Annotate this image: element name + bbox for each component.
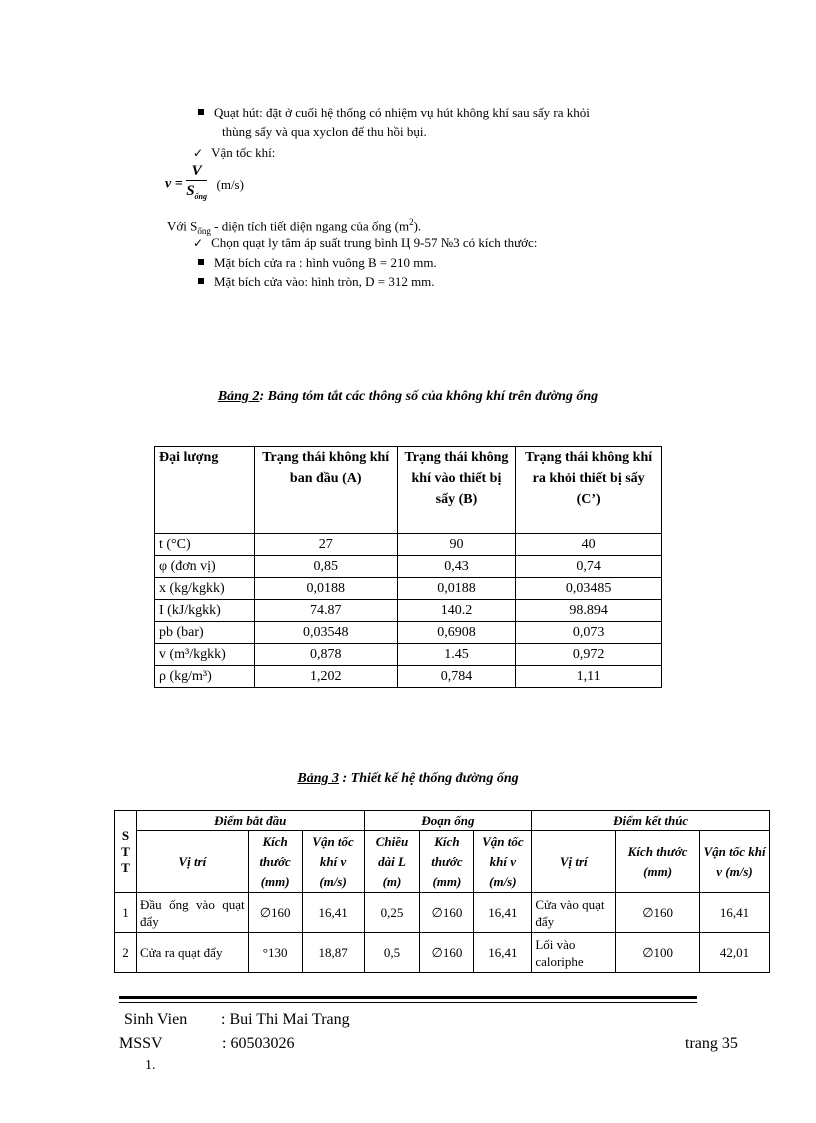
student-name-label: Sinh Vien <box>124 1011 188 1028</box>
check-text: Vận tốc khí: <box>211 145 276 160</box>
table2-caption <box>150 389 666 405</box>
student-id-label: MSSV <box>119 1035 163 1052</box>
value-cell: 27 <box>254 534 397 556</box>
footer-rule-thin <box>119 1002 697 1003</box>
value-cell: 0,0188 <box>397 578 516 600</box>
sub-header-cell: Kích thước (mm) <box>420 831 474 893</box>
value-cell: 0,073 <box>516 622 662 644</box>
table-group-header-row <box>115 811 770 831</box>
value-cell: 0,43 <box>397 556 516 578</box>
sub-header-cell: Vị trí <box>136 831 248 893</box>
value-cell: °130 <box>248 933 302 973</box>
value-cell: 0,85 <box>254 556 397 578</box>
value-cell: 1,11 <box>516 666 662 688</box>
table3-caption-text: : Thiết kế hệ thống đường ống <box>338 771 519 786</box>
sub-header-cell: Vận tốc khí v (m/s) <box>700 831 770 893</box>
value-cell: 0,6908 <box>397 622 516 644</box>
value-cell: ∅160 <box>616 893 700 933</box>
value-cell: 16,41 <box>700 893 770 933</box>
sub-header-cell: Chiều dài L (m) <box>364 831 420 893</box>
student-name-value: : Bui Thi Mai Trang <box>221 1011 350 1028</box>
student-id-value: : 60503026 <box>222 1035 295 1052</box>
with-rest: - diện tích tiết diện ngang của ống (m <box>210 218 410 234</box>
air-parameters-table <box>154 446 662 688</box>
check-item-van-toc <box>193 144 275 162</box>
check-item-chon-quat <box>193 234 537 252</box>
checkmark-icon: ✓ <box>193 146 204 160</box>
table-row <box>155 578 662 600</box>
square-bullet-icon <box>198 278 204 284</box>
bullet-continuation: thùng sấy và qua xyclon để thu hồi bụi. <box>222 124 427 139</box>
formula-denominator <box>186 181 207 207</box>
bullet-item-cua-ra <box>198 254 437 272</box>
check-text: Chọn quạt ly tâm áp suất trung bình Ц 9-57 №3 có kích thước: <box>211 235 538 250</box>
checkmark-icon: ✓ <box>193 236 204 250</box>
value-cell: 0,03548 <box>254 622 397 644</box>
location-cell: Đầu ống vào quạt đẩy <box>136 893 248 933</box>
square-bullet-icon <box>198 259 204 265</box>
value-cell: 18,87 <box>302 933 364 973</box>
value-cell: 90 <box>397 534 516 556</box>
table3-caption <box>150 771 666 787</box>
value-cell: 1.45 <box>397 644 516 666</box>
header-cell: Trạng thái không khí vào thiết bị sấy (B) <box>397 447 516 534</box>
sub-header-cell: Vận tốc khí v (m/s) <box>302 831 364 893</box>
value-cell: 0,972 <box>516 644 662 666</box>
square-bullet-icon <box>198 109 204 115</box>
value-cell: 0,0188 <box>254 578 397 600</box>
header-cell: Đại lượng <box>155 447 255 534</box>
pipe-design-table <box>114 810 770 973</box>
value-cell: 1,202 <box>254 666 397 688</box>
value-cell: 140.2 <box>397 600 516 622</box>
parameter-cell: I (kJ/kgkk) <box>155 600 255 622</box>
parameter-cell: ρ (kg/m³) <box>155 666 255 688</box>
value-cell: 0,5 <box>364 933 420 973</box>
value-cell: ∅160 <box>420 893 474 933</box>
value-cell: 0,784 <box>397 666 516 688</box>
table-row <box>115 893 770 933</box>
with-sup: 2 <box>409 217 414 227</box>
stt-cell: 2 <box>115 933 137 973</box>
value-cell: 16,41 <box>474 933 532 973</box>
value-cell: ∅160 <box>420 933 474 973</box>
table-sub-header-row <box>115 831 770 893</box>
value-cell: 42,01 <box>700 933 770 973</box>
location-cell: Lối vào caloriphe <box>532 933 616 973</box>
parameter-cell: t (°C) <box>155 534 255 556</box>
formula-den-symbol: S <box>186 183 195 199</box>
header-cell: Trạng thái không khí ra khỏi thiết bị sấy (C’) <box>516 447 662 534</box>
bullet-text: Mặt bích cửa vào: hình tròn, D = 312 mm. <box>214 274 435 289</box>
bullet-text: Quạt hút: đặt ở cuối hệ thống có nhiệm vụ hút không khí sau sấy ra khỏi <box>214 105 590 120</box>
velocity-formula <box>165 162 244 207</box>
formula-unit: (m/s) <box>216 176 244 192</box>
page-number: trang 35 <box>685 1035 738 1052</box>
parameter-cell: x (kg/kgkk) <box>155 578 255 600</box>
table-row <box>155 644 662 666</box>
footer-rule-thick <box>119 996 697 999</box>
value-cell: 0,03485 <box>516 578 662 600</box>
stt-header: S T T <box>115 811 137 893</box>
table2-caption-text: : Bảng tóm tắt các thông số của không khí trên đường ống <box>259 389 599 404</box>
table-row <box>155 600 662 622</box>
formula-numerator: V <box>186 162 207 181</box>
location-cell: Cửa ra quạt đẩy <box>136 933 248 973</box>
table3-caption-ref: Bảng 3 <box>297 771 339 786</box>
formula-lhs: v = <box>165 176 183 192</box>
with-sub: ống <box>197 225 211 236</box>
formula-den-subscript: ống <box>194 192 207 201</box>
bullet-text: Mặt bích cửa ra : hình vuông B = 210 mm. <box>214 255 437 270</box>
bullet-item-quat-hut <box>198 104 590 122</box>
sub-header-cell: Kích thước (mm) <box>616 831 700 893</box>
value-cell: 74.87 <box>254 600 397 622</box>
table-row <box>155 622 662 644</box>
group-header-start: Điểm bắt đầu <box>136 811 364 831</box>
parameter-cell: v (m³/kgkk) <box>155 644 255 666</box>
value-cell: 16,41 <box>474 893 532 933</box>
location-cell: Cửa vào quạt đẩy <box>532 893 616 933</box>
value-cell: 98.894 <box>516 600 662 622</box>
table-row <box>155 556 662 578</box>
value-cell: ∅100 <box>616 933 700 973</box>
value-cell: 0,25 <box>364 893 420 933</box>
table2-caption-ref: Bảng 2 <box>217 389 260 404</box>
stt-cell: 1 <box>115 893 137 933</box>
sub-header-cell: Kích thước (mm) <box>248 831 302 893</box>
with-prefix: Với S <box>167 218 198 234</box>
bullet-item-cua-vao <box>198 273 435 291</box>
formula-fraction <box>186 162 207 207</box>
table-row <box>155 534 662 556</box>
parameter-cell: pb (bar) <box>155 622 255 644</box>
list-marker: 1. <box>145 1058 156 1073</box>
value-cell: 16,41 <box>302 893 364 933</box>
group-header-pipe: Đoạn ống <box>364 811 532 831</box>
value-cell: ∅160 <box>248 893 302 933</box>
value-cell: 40 <box>516 534 662 556</box>
value-cell: 0,74 <box>516 556 662 578</box>
table-row <box>155 666 662 688</box>
value-cell: 0,878 <box>254 644 397 666</box>
table-header-row <box>155 447 662 534</box>
header-cell: Trạng thái không khí ban đầu (A) <box>254 447 397 534</box>
parameter-cell: φ (đơn vị) <box>155 556 255 578</box>
table-row <box>115 933 770 973</box>
sub-header-cell: Vị trí <box>532 831 616 893</box>
group-header-end: Điểm kết thúc <box>532 811 770 831</box>
sub-header-cell: Vận tốc khí v (m/s) <box>474 831 532 893</box>
with-end: ). <box>413 218 422 234</box>
